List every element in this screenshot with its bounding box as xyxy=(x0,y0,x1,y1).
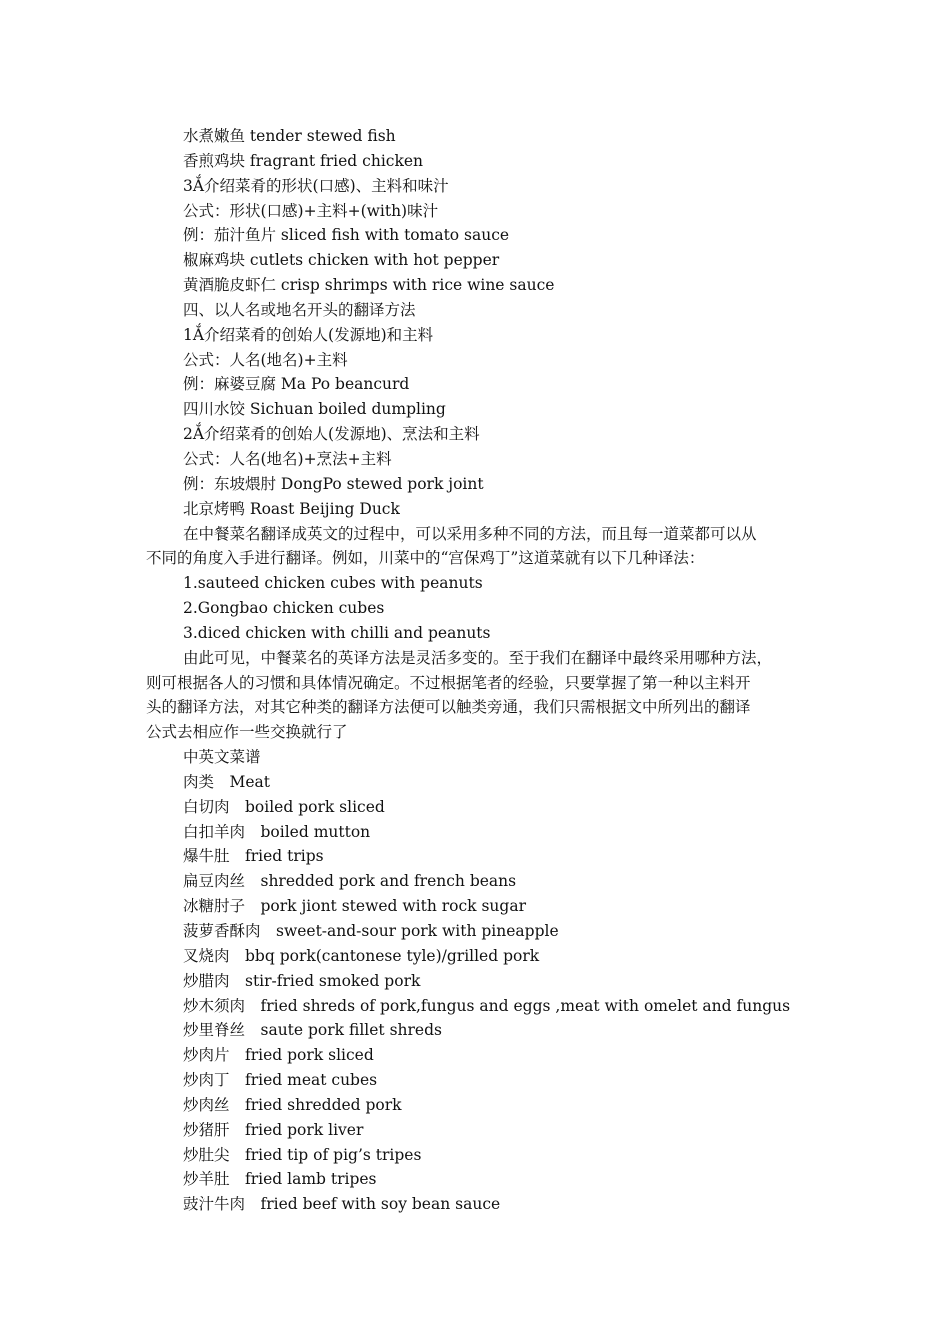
translation-option: 3.diced chicken with chilli and peanuts xyxy=(183,623,491,642)
paragraph-line: 在中餐菜名翻译成英文的过程中，可以采用多种不同的方法，而且每一道菜都可以从 xyxy=(183,524,757,543)
text-line: 北京烤鸭 Roast Beijing Duck xyxy=(183,499,400,518)
text-line: 香煎鸡块 fragrant fried chicken xyxy=(183,151,424,170)
menu-category: 肉类 Meat xyxy=(183,772,271,791)
text-line: 椒麻鸡块 cutlets chicken with hot pepper xyxy=(183,251,500,270)
text-line: 1Ắ介绍菜肴的创始人(发源地)和主料 xyxy=(183,325,434,344)
translation-option: 1.sauteed chicken cubes with peanuts xyxy=(183,574,483,593)
menu-item: 冰糖肘子 pork jiont stewed with rock sugar xyxy=(183,897,526,916)
paragraph-line: 则可根据各人的习惯和具体情况确定。不过根据笔者的经验，只要掌握了第一种以主料开 xyxy=(146,673,751,692)
menu-item: 爆牛肚 fried trips xyxy=(183,847,324,866)
text-line: 公式：人名(地名)+主料 xyxy=(183,350,348,369)
text-line: 公式：形状(口感)+主料+(with)味汁 xyxy=(183,201,439,220)
menu-title: 中英文菜谱 xyxy=(183,748,261,767)
menu-item: 炒猪肝 fried pork liver xyxy=(183,1120,364,1139)
menu-item: 菠萝香酥肉 sweet-and-sour pork with pineapple xyxy=(183,922,559,940)
paragraph-line: 由此可见，中餐菜名的英译方法是灵活多变的。至于我们在翻译中最终采用哪种方法， xyxy=(183,648,773,667)
menu-item: 叉烧肉 bbq pork(cantonese tyle)/grilled pork xyxy=(183,946,540,965)
section-heading: 四、以人名或地名开头的翻译方法 xyxy=(183,300,416,319)
menu-item: 炒里脊丝 saute pork fillet shreds xyxy=(183,1021,442,1040)
text-line: 例：东坡煨肘 DongPo stewed pork joint xyxy=(183,474,484,493)
paragraph xyxy=(0,522,950,572)
text-line: 水煮嫩鱼 tender stewed fish xyxy=(183,127,396,145)
menu-item: 炒肉丝 fried shredded pork xyxy=(183,1095,402,1114)
text-line: 例：麻婆豆腐 Ma Po beancurd xyxy=(183,375,410,394)
text-line: 四川水饺 Sichuan boiled dumpling xyxy=(183,400,446,419)
text-line: 例：茄汁鱼片 sliced fish with tomato sauce xyxy=(183,226,510,245)
menu-item: 白切肉 boiled pork sliced xyxy=(183,797,385,816)
menu-item: 炒肉片 fried pork sliced xyxy=(183,1046,374,1065)
paragraph xyxy=(0,646,950,745)
text-line: 黄酒脆皮虾仁 crisp shrimps with rice wine sauce xyxy=(183,276,555,295)
text-line: 3Ắ介绍菜肴的形状(口感)、主料和味汁 xyxy=(183,176,449,195)
paragraph-line: 公式去相应作一些交换就行了 xyxy=(146,723,348,742)
paragraph-line: 头的翻译方法，对其它种类的翻译方法便可以触类旁通，我们只需根据文中所列出的翻译 xyxy=(146,698,751,717)
paragraph-line: 不同的角度入手进行翻译。例如，川菜中的“宫保鸡丁”这道菜就有以下几种译法： xyxy=(146,549,705,568)
document-page xyxy=(0,124,950,1217)
menu-item: 白扣羊肉 boiled mutton xyxy=(183,822,371,841)
translation-option: 2.Gongbao chicken cubes xyxy=(183,599,385,618)
menu-item: 扁豆肉丝 shredded pork and french beans xyxy=(183,872,517,891)
menu-item: 炒腊肉 stir-fried smoked pork xyxy=(183,971,421,990)
text-line: 2Ắ介绍菜肴的创始人(发源地)、烹法和主料 xyxy=(183,425,480,444)
text-line: 公式：人名(地名)+烹法+主料 xyxy=(183,449,392,468)
menu-item: 炒木须肉 fried shreds of pork,fungus and eggs ,meat with omelet and fungus xyxy=(183,996,791,1015)
menu-item: 炒肚尖 fried tip of pig’s tripes xyxy=(183,1145,422,1164)
menu-item: 豉汁牛肉 fried beef with soy bean sauce xyxy=(183,1195,501,1214)
menu-item: 炒羊肚 fried lamb tripes xyxy=(183,1170,377,1189)
menu-item: 炒肉丁 fried meat cubes xyxy=(183,1071,378,1090)
